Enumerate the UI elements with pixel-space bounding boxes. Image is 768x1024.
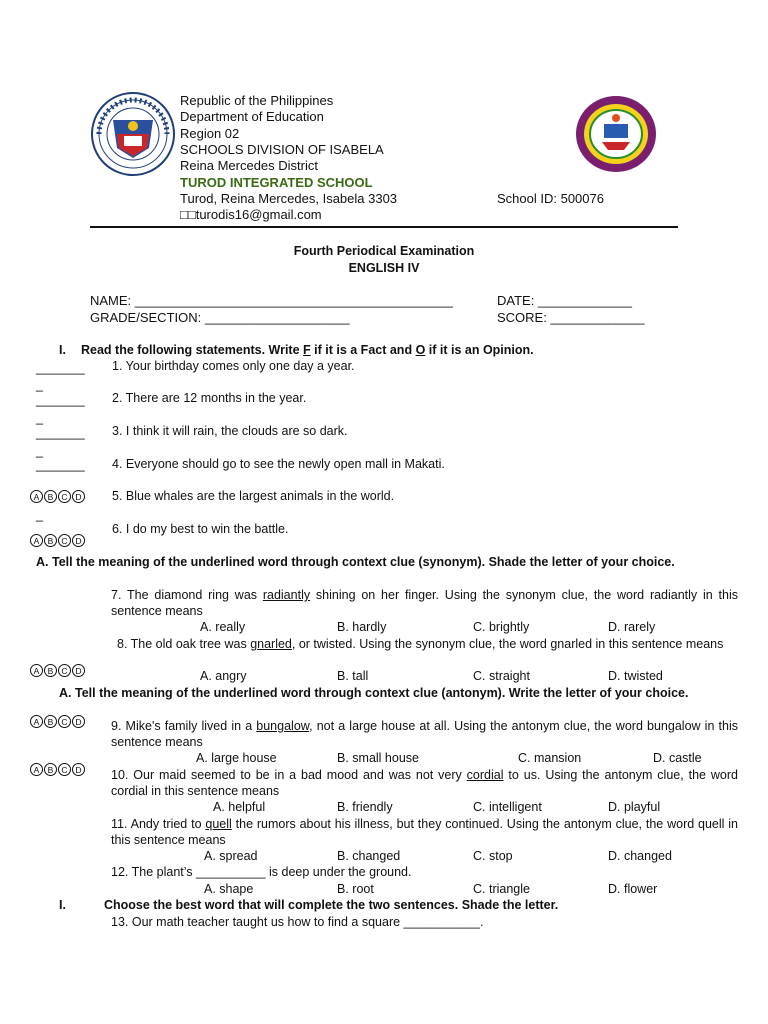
q10-choice-d[interactable]: D. playful	[608, 800, 661, 814]
answer-dash: _	[36, 378, 43, 392]
q9-post: , not a large house at all. Using the antonym clue, the word bungalow in this sentence means	[111, 719, 738, 750]
q10-underlined-word: cordial	[466, 768, 504, 782]
answer-bubbles-10[interactable]	[30, 763, 85, 776]
q9-underlined-word: bungalow	[256, 719, 310, 733]
answer-dash: _	[36, 444, 43, 458]
bubble-a[interactable]: A	[30, 534, 43, 547]
question-5: 5. Blue whales are the largest animals in the world.	[112, 489, 395, 503]
answer-dash: _	[36, 508, 43, 522]
bubble-d[interactable]: D	[72, 490, 85, 503]
q9-pre: 9. Mike's family lived in a	[111, 719, 257, 733]
agency-line-5: Reina Mercedes District	[180, 158, 318, 173]
q8-choice-d[interactable]: D. twisted	[608, 669, 663, 683]
bubble-c[interactable]: C	[58, 715, 71, 728]
school-email	[180, 207, 322, 223]
question-9	[111, 718, 738, 751]
answer-bubbles-9[interactable]	[30, 715, 85, 728]
section-1-number: I.	[59, 343, 66, 357]
school-id: School ID: 500076	[497, 191, 604, 206]
deped-seal	[91, 92, 175, 176]
school-seal	[574, 94, 658, 174]
bubble-d[interactable]: D	[72, 715, 85, 728]
q9-choice-b[interactable]: B. small house	[337, 751, 419, 765]
q11-choice-a[interactable]: A. spread	[204, 849, 258, 863]
answer-blank-1[interactable]: _______	[36, 361, 85, 375]
bubble-b[interactable]: B	[44, 490, 57, 503]
q9-choice-c[interactable]: C. mansion	[518, 751, 582, 765]
q7-choice-d[interactable]: D. rarely	[608, 620, 656, 634]
grade-section-field[interactable]: GRADE/SECTION: ____________________	[90, 310, 350, 325]
bubble-c[interactable]: C	[58, 534, 71, 547]
q8-choice-c[interactable]: C. straight	[473, 669, 530, 683]
q7-underlined-word: radiantly	[262, 588, 311, 602]
instr-part: if it is an Opinion.	[425, 343, 534, 357]
q8-post: , or twisted. Using the synonym clue, the word gnarled in this sentence means	[291, 637, 724, 651]
header-rule	[90, 226, 678, 228]
bubble-d[interactable]: D	[72, 534, 85, 547]
section-2-text: Tell the meaning of the underlined word through context clue (synonym). Shade the letter of your choice.	[51, 555, 675, 569]
agency-line-2: Department of Education	[180, 109, 324, 124]
bubble-a[interactable]: A	[30, 664, 43, 677]
question-12: 12. The plant’s __________ is deep under the ground.	[111, 865, 412, 879]
question-6: 6. I do my best to win the battle.	[112, 522, 289, 536]
bubble-d[interactable]: D	[72, 763, 85, 776]
question-2: 2. There are 12 months in the year.	[112, 391, 307, 405]
answer-bubbles-5[interactable]	[30, 490, 85, 503]
q7-choice-c[interactable]: C. brightly	[473, 620, 530, 634]
school-name: TUROD INTEGRATED SCHOOL	[180, 175, 373, 190]
bubble-a[interactable]: A	[30, 490, 43, 503]
q11-post: the rumors about his illness, but they continued. Using the antonym clue, the word quell in this sentence means	[111, 817, 739, 848]
question-10	[111, 767, 738, 800]
exam-title: Fourth Periodical Examination	[293, 244, 475, 258]
question-4: 4. Everyone should go to see the newly open mall in Makati.	[112, 457, 445, 471]
q11-underlined-word: quell	[205, 817, 232, 831]
bubble-a[interactable]: A	[30, 763, 43, 776]
q8-choice-b[interactable]: B. tall	[337, 669, 369, 683]
agency-line-3: Region 02	[180, 126, 240, 141]
q10-pre: 10. Our maid seemed to be in a bad mood and was not very	[111, 768, 467, 782]
section-2-instruction	[36, 554, 738, 570]
answer-bubbles-6[interactable]	[30, 534, 85, 547]
q7-post: shining on her finger. Using the synonym clue, the word radiantly in this sentence means	[111, 588, 738, 619]
opinion-letter: O	[415, 343, 426, 357]
section-4-number: I.	[59, 898, 66, 912]
section-2-number: A.	[36, 555, 49, 569]
fact-letter: F	[303, 343, 311, 357]
q7-choice-b[interactable]: B. hardly	[337, 620, 387, 634]
q11-pre: 11. Andy tried to	[111, 817, 206, 831]
question-3: 3. I think it will rain, the clouds are so dark.	[112, 424, 348, 438]
bubble-b[interactable]: B	[44, 763, 57, 776]
q10-post: to us. Using the antonym clue, the word cordial in this sentence means	[111, 768, 738, 799]
bubble-b[interactable]: B	[44, 715, 57, 728]
question-8	[111, 636, 738, 652]
q9-choice-a[interactable]: A. large house	[196, 751, 277, 765]
q7-pre: 7. The diamond ring was	[111, 588, 263, 602]
section-1-instruction	[81, 343, 534, 357]
bubble-a[interactable]: A	[30, 715, 43, 728]
q11-choice-b[interactable]: B. changed	[337, 849, 401, 863]
q7-choice-a[interactable]: A. really	[200, 620, 246, 634]
exam-subject: ENGLISH IV	[348, 261, 420, 275]
bubble-b[interactable]: B	[44, 664, 57, 677]
q10-choice-a[interactable]: A. helpful	[213, 800, 266, 814]
school-address: Turod, Reina Mercedes, Isabela 3303	[180, 191, 398, 206]
section-4-instruction: Choose the best word that will complete the two sentences. Shade the letter.	[104, 898, 559, 912]
bubble-d[interactable]: D	[72, 664, 85, 677]
email-icon: □□	[180, 207, 196, 222]
email-text: turodis16@gmail.com	[195, 207, 322, 222]
bubble-c[interactable]: C	[58, 664, 71, 677]
bubble-c[interactable]: C	[58, 763, 71, 776]
answer-dash: _	[36, 411, 43, 425]
question-7	[111, 587, 738, 620]
q11-choice-c[interactable]: C. stop	[473, 849, 513, 863]
question-1: 1. Your birthday comes only one day a year.	[112, 359, 355, 373]
q12-choice-b[interactable]: B. root	[337, 882, 374, 896]
agency-line-4: SCHOOLS DIVISION OF ISABELA	[180, 142, 384, 157]
q11-choice-d[interactable]: D. changed	[608, 849, 672, 863]
question-13: 13. Our math teacher taught us how to find a square ___________.	[111, 915, 484, 929]
q12-choice-d[interactable]: D. flower	[608, 882, 658, 896]
section-3-text: Tell the meaning of the underlined word through context clue (antonym). Write the letter of your choice.	[74, 686, 689, 700]
score-field[interactable]: SCORE: _____________	[497, 310, 645, 325]
q8-choice-a[interactable]: A. angry	[200, 669, 247, 683]
bubble-c[interactable]: C	[58, 490, 71, 503]
q10-choice-c[interactable]: C. intelligent	[473, 800, 542, 814]
q10-choice-b[interactable]: B. friendly	[337, 800, 393, 814]
q8-pre: 8. The old oak tree was	[117, 637, 251, 651]
answer-blank-3[interactable]: _______	[36, 426, 85, 440]
answer-blank-4[interactable]: _______	[36, 458, 85, 472]
agency-line-1: Republic of the Philippines	[180, 93, 334, 108]
section-3-instruction	[59, 685, 738, 701]
answer-bubbles-8[interactable]	[30, 664, 85, 677]
instr-part: if it is a Fact and	[310, 343, 416, 357]
date-field[interactable]: DATE: _____________	[497, 293, 632, 308]
q8-underlined-word: gnarled	[250, 637, 292, 651]
question-11	[111, 816, 738, 849]
q12-choice-c[interactable]: C. triangle	[473, 882, 530, 896]
section-3-number: A.	[59, 686, 72, 700]
name-field[interactable]: NAME: ____________________________________________	[90, 293, 453, 308]
answer-blank-2[interactable]: _______	[36, 393, 85, 407]
instr-part: Read the following statements. Write	[81, 343, 304, 357]
q9-choice-d[interactable]: D. castle	[653, 751, 702, 765]
q12-choice-a[interactable]: A. shape	[204, 882, 254, 896]
bubble-b[interactable]: B	[44, 534, 57, 547]
